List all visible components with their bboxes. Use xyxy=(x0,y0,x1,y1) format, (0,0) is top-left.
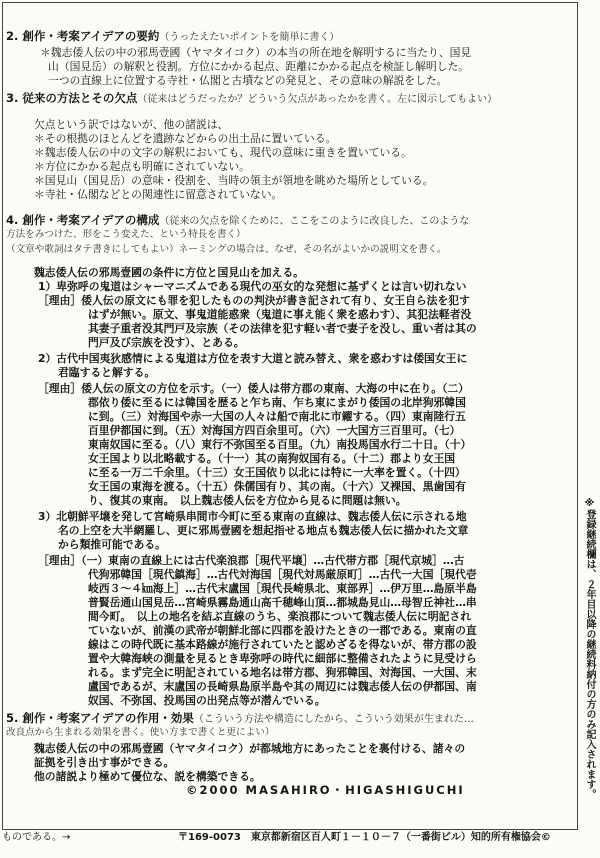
section5-heading xyxy=(6,710,474,726)
section4-title: 4. 創作・考案アイデアの構成 xyxy=(6,213,160,227)
copyright-text: ©2000 MASAHIRO・HIGASHIGUCHI xyxy=(186,783,465,797)
section4-line: ていないが、前漢の武帝が朝鮮北部に四郡を設けたときの一郡である。東南の直 xyxy=(88,624,477,637)
footer-continuation: ものである。→ xyxy=(2,832,71,843)
section2-note: （うったえたいポイントを簡単に書く） xyxy=(159,32,340,43)
section5-line: 魏志倭人伝の中の邪馬壹國（ヤマタイコク）が都城地方にあったことを裏付ける、諸々の xyxy=(34,742,466,755)
section4-line: 岐西３～４㎞海上］…古代末盧国［現代長崎県北、東部界］…伊万里…島原半島 xyxy=(88,582,477,595)
section4-line: 線はこの時代既に基本路線が施行されていたと認めざるを得ないが、帯方郡の設 xyxy=(88,638,477,651)
side-note-vertical: ※登録継続欄は、２年目以降の継続料納付の方のみ記入されます。 xyxy=(584,498,595,799)
section4-line: はずが無い。原文、事鬼道能惑衆（鬼道に事え能く衆を惑わす）、其犯法軽者没 xyxy=(88,308,472,321)
section4-line: 郡依り倭に至るには韓国を歴ると乍ち南、乍ち東にまがり倭国の北岸狗邪韓国 xyxy=(88,396,466,409)
section3-heading xyxy=(6,90,497,106)
section4-line: り、復其の東南。 以上魏志倭人伝を方位から見るに問題は無い。 xyxy=(88,494,407,507)
section4-line: 君臨すると解する。 xyxy=(58,366,156,379)
section4-line: 百里伊都国に到。（五）対海国方四百余里可。（六）一大国方三百里可。（七） xyxy=(88,424,461,437)
section4-line: ［理由］（一）東南の直線上には古代楽浪郡［現代平壌］…古代帯方郡［現代京城］…古 xyxy=(38,554,465,567)
section4-heading xyxy=(6,212,469,228)
section4-line: 2）古代中国夷狄感情による鬼道は方位を表す大道と読み替え、衆を惑わすは倭国女王に xyxy=(38,352,468,365)
section4-note-3: （文章や歌詞はタテ書きにしてもよい）ネーミングの場合は、なぜ、その名がよいかの説明文を書く。 xyxy=(6,244,447,255)
section4-line: 1）卑弥呼の鬼道はシャーマニズムである現代の巫女的な発想に基ずくとは言い切れない xyxy=(38,280,467,293)
section3-line: ＊方位にかかる起点も明確にされていない。 xyxy=(34,160,250,173)
section2-line: 山（国見岳）の解釈と役割。方位にかかる起点、距離にかかる起点を検証し解明した。 xyxy=(48,60,470,73)
section4-line: 魏志倭人伝の邪馬壹國の条件に方位と国見山を加える。 xyxy=(34,266,304,279)
section2-line: ＊魏志倭人伝の中の邪馬壹國（ヤマタイコク）の本当の所在地を解明するに当たり、国見 xyxy=(40,46,472,59)
section5-note: （こういう方法や構造にしたから、こういう効果が生まれた… xyxy=(193,714,474,725)
section4-line: れる。まず完全に明記されている地名は帯方郡、狗邪韓国、対海国、一大国、末 xyxy=(88,666,477,679)
section3-line: ＊寺社・仏閣などとの関連性に留意されていない。 xyxy=(34,188,283,201)
section5-title: 5. 創作・考案アイデアの作用・効果 xyxy=(6,711,194,725)
section4-note-2: 方法をみつけた、形をこう変えた、という特長を書く） xyxy=(6,229,246,240)
section3-line: ＊国見山（国見岳）の意味・役割を、当時の領主が領地を眺めた場所としている。 xyxy=(34,174,434,187)
section3-line: ＊その根拠のほとんどを遺跡などからの出土品に置いている。 xyxy=(34,132,337,145)
section4-line: に到。（三）対海国や赤一大国の人々は船で南北に市糴する。（四）東南陸行五 xyxy=(88,410,466,423)
section4-line: 置や大韓海峡の測量を見るとき卑弥呼の時代に細部に整備されたように見受けら xyxy=(88,652,477,665)
section5-note-2: 改良点から生まれる効果を書く。使い方まで書くと更によい） xyxy=(6,727,275,738)
section4-line: 間今町。 以上の地名を結ぶ直線のうち、楽浪郡について魏志倭人伝に明記され xyxy=(88,610,472,623)
section4-line: 名の上空を大半網羅し、更に邪馬壹國を想起指せる地点も魏志倭人伝に描かれた文章 xyxy=(58,524,469,537)
section4-note: （従来の欠点を除くために、ここをこのように改良した、このような xyxy=(159,216,470,227)
section4-line: ［理由］倭人伝の原文の方位を示す。（一）倭人は帯方郡の東南、大海の中に在り。（二） xyxy=(38,382,470,395)
section4-line: 代狗邪韓国［現代鎮海］…古代対海国［現代対馬厳原町］…古代一大国［現代壱 xyxy=(88,568,477,581)
section4-line: 女王国の東海を渡る。（十五）侏儒国有り、其の南。（十六）又裸国、黒歯国有 xyxy=(88,480,466,493)
section2-line: 一つの直線上に位置する寺社・仏閣と古墳などの発見と、その意味の解説をした。 xyxy=(48,74,448,87)
section2-heading xyxy=(6,28,339,44)
section4-line: 女王国より以北略載する。（十一）其の南狗奴国有る。（十二）郡より女王国 xyxy=(88,452,456,465)
section2-title: 2. 創作・考案アイデアの要約 xyxy=(6,29,160,43)
section3-title: 3. 従来の方法とその欠点 xyxy=(6,91,138,105)
section4-line: 門戸及び宗族を没す）、とある。 xyxy=(88,336,245,349)
section4-line: から類推可能である。 xyxy=(58,538,166,551)
section4-line: に至る一万二千余里。（十三）女王国依り以北には特に一大率を置く。（十四） xyxy=(88,466,466,479)
section4-line: 其妻子重者没其門戸及宗族（その法律を犯す軽い者で妻子を没し、重い者は其の xyxy=(88,322,477,335)
section3-line: 欠点という訳ではないが、他の諸説は、 xyxy=(34,118,229,131)
section4-line: 東南奴国に至る。（八）東行不弥国至る百里。（九）南投馬国水行二十日。（十） xyxy=(88,438,472,451)
section5-line: 証拠を引き出す事ができる。 xyxy=(34,756,175,769)
section3-note: （従来はどうだったか？どういう欠点があったかを書く。左に図示してもよい） xyxy=(137,94,498,105)
footer-address: 〒169-0073 東京都新宿区百人町１－１０－７（一番街ビル）知的所有権協会© xyxy=(178,832,551,843)
section5-line: 他の諸説より極めて優位な、説を構築できる。 xyxy=(34,770,261,783)
section4-line: 奴国、不弥国、投馬国の出発点等が潜んでいる。 xyxy=(88,694,326,707)
section4-line: 普賢岳通山国見岳…宮崎県霧島通山高千穂峰山頂…都城島見山…母智丘神社…串 xyxy=(88,596,477,609)
section4-line: ［理由］倭人伝の原文にも罪を犯したものの判決が書き記されて有り、女王自ら法を犯す xyxy=(38,294,470,307)
section3-line: ＊魏志倭人伝の中の文字の解釈においても、現代の意味に重きを置いている。 xyxy=(34,146,412,159)
section4-line: 3）北朝鮮平壌を発して宮崎県串間市今町に至る東南の直線は、魏志倭人伝に示される地 xyxy=(38,510,467,523)
section4-line: 盧国であるが、末盧国の長崎県島原半島や其の周辺には魏志倭人伝の伊都国、南 xyxy=(88,680,477,693)
